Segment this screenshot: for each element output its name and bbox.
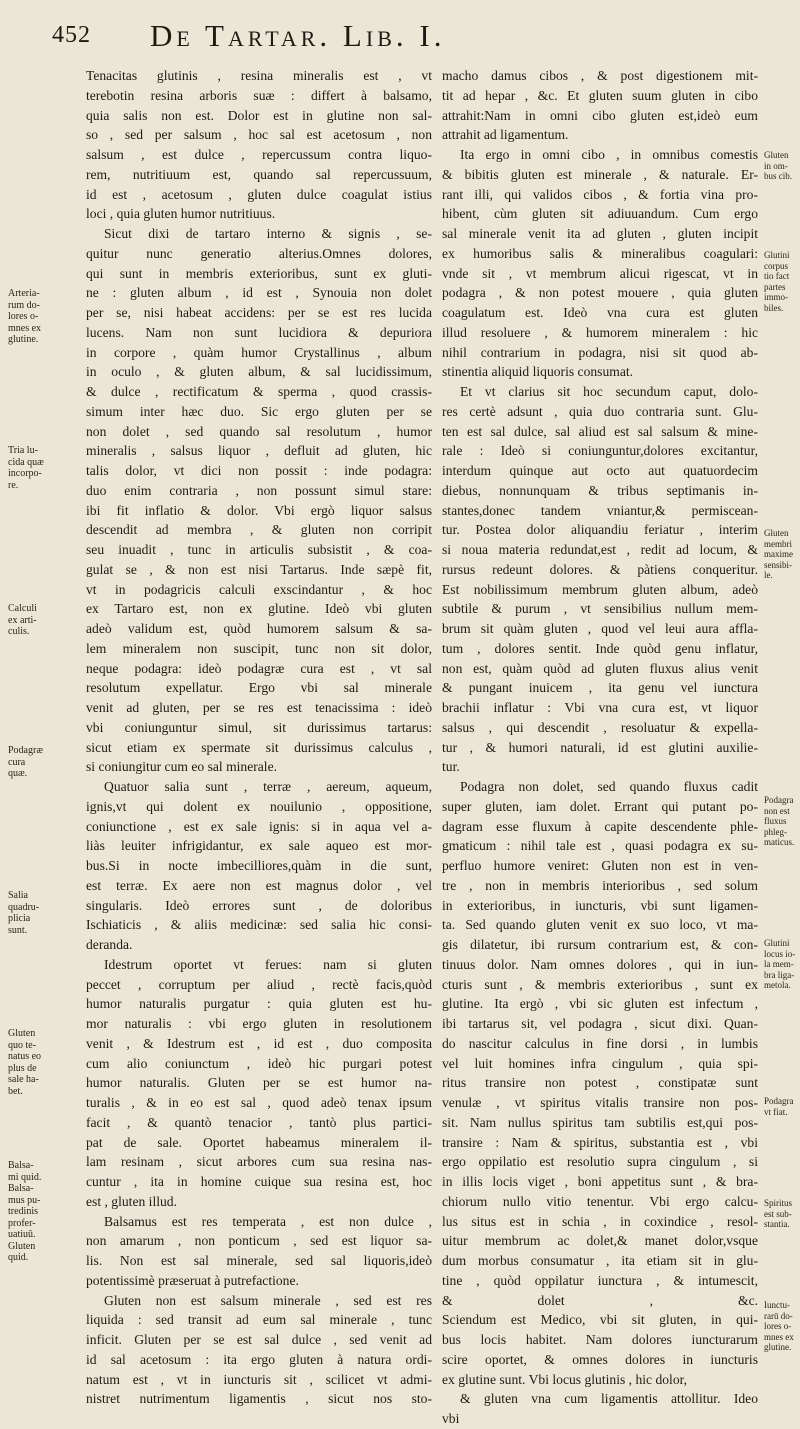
text-line: Ischiaticis , & aliis medicinæ: sed salia hic consi- — [86, 917, 432, 933]
text-line: diebus, nonnunquam & tribus septimanis in- — [442, 482, 758, 498]
margin-note: Glutini locus io- la mem- bra liga- metola. — [764, 938, 796, 990]
text-line: res certè adsunt , quia duo contraria sunt. Glu- — [442, 403, 758, 419]
text-line: so , sed per salsum , hoc sal est acetosum , non — [86, 127, 432, 143]
text-line: & pungant inuicem , ita genu vel iunctura — [442, 680, 758, 696]
text-line: quia salis non est. Dolor est in glutine non sal- — [86, 107, 432, 123]
margin-note: Calculi ex arti- culis. — [8, 603, 37, 637]
margin-note: Arteria- rum do- lores o- mnes ex glutine. — [8, 288, 42, 345]
text-line: scire oportet, & omnes dolores in iuncturis — [442, 1351, 758, 1367]
text-line: simum inter hæc duo. Sic ergo gluten per se — [86, 403, 432, 419]
text-line: bus locis habitet. Nam dolores iuncturarum — [442, 1332, 758, 1347]
text-line: & dulce , rectificatum & sperma , quod crassis- — [86, 384, 432, 399]
text-line: descendit ad membra , & gluten non corripit — [86, 522, 432, 538]
text-line: Sciendum est Medico, vbi sit gluten, in qui- — [442, 1312, 758, 1328]
text-line: coniunctione , est ex sale ignis: si in aqua vel a- — [86, 818, 432, 834]
text-line: sicut etiam ex spermate sit durissimus calculus , — [86, 739, 432, 755]
text-line: quitur nunc generatio alterius.Omnes dolores, — [86, 245, 432, 261]
text-line: Podagra non dolet, sed quando fluxus cadit — [460, 779, 758, 794]
text-line: ten est sal dulce, sal aliud est sal salsum & mine- — [442, 423, 758, 439]
text-line: dum morbus consumatur , ita etiam sit in glu- — [442, 1253, 758, 1268]
text-line: talis dolor, vt dici non possit : inde podagra: — [86, 463, 432, 478]
text-line: id est , acetosum , gluten dulce coagulat istius — [86, 186, 432, 202]
text-line: in illis locis viget , boni appetitus sunt , & bra- — [442, 1174, 758, 1189]
text-line: vbi — [442, 1411, 460, 1426]
text-line: lucens. Nam non sunt lucidiora & depuriora — [86, 324, 432, 340]
text-line: lis. Non est sal minerale, sed sal liquoris,ideò — [86, 1253, 432, 1268]
text-line: stinentia aliquid liquoris consumat. — [442, 364, 634, 380]
text-line: qui sunt in membris exterioribus, sunt ex gluti- — [86, 265, 432, 281]
text-line: Gluten non est salsum minerale , sed est res — [104, 1292, 432, 1308]
text-line: super gluten, iam dolet. Errant qui putant po- — [442, 798, 758, 814]
text-line: Et vt clarius sit hoc secundum caput, dolo- — [460, 384, 758, 399]
text-line: stantes,donec tandem vniantur,& permiscean- — [442, 502, 758, 518]
text-line: ignis,vt qui dolent ex nouilunio , oppositione, — [86, 798, 432, 814]
text-line: lus situs est in schia , in coxindice , resol- — [442, 1213, 758, 1229]
text-line: vbi coniunguntur simul, sit durissimus tartarus: — [86, 719, 432, 735]
text-line: glutine. Ita ergò , vbi sic gluten est infectum , — [442, 996, 758, 1012]
text-line: lem mineralem non suscipit, tunc non sit dolor, — [86, 640, 432, 656]
text-line: neque podagra: ideò podagræ cura est , vt sal — [86, 660, 432, 676]
text-line: tur. Postea dolor aliquandiu feriatur , interim — [442, 522, 758, 538]
text-line: chiorum nullo vitio tenentur. Vbi ergo calcu- — [442, 1193, 758, 1209]
text-line: venulæ , vt spiritus vitalis transire non pos- — [442, 1095, 758, 1110]
text-line: terebotin resina arboris suæ : differt à balsamo, — [86, 87, 432, 103]
text-line: ibi fit inflatio & dolor. Vbi ergò liquor salsus — [86, 502, 432, 518]
text-line: seu inuadit , tunc in articulis subsistit , & coa- — [86, 542, 432, 557]
text-line: attrahit:Nam in omni cibo gluten est,ideò eum — [442, 107, 758, 123]
text-line: hibent, cùm gluten sit adiuuandum. Cum ergo — [442, 206, 758, 222]
margin-note: Podagra vt fiat. — [764, 1096, 794, 1117]
text-line: loci , quia gluten humor nutritiuus. — [86, 206, 276, 222]
page-number: 452 — [52, 22, 91, 48]
margin-note: Balsa- mi quid. Balsa- mus pu- tredinis profer- uatiuū. Gluten quid. — [8, 1160, 42, 1263]
text-line: per se, nisi habeat accidens: per se est res lucida — [86, 305, 432, 320]
page-header — [0, 18, 800, 58]
text-line: bus.Si in nocte imbecilliores,quàm in die sunt, — [86, 858, 432, 873]
text-line: ergo oppilatio est resolutio supra cingulum , si — [442, 1154, 758, 1170]
text-line: facit , & quantò tenacior , tantò plus partici- — [86, 1114, 432, 1130]
text-line: in oculo , & gluten album, & sal lucidissimum, — [86, 364, 432, 380]
text-line: resolutum expellatur. Ergo vbi sal minerale — [86, 680, 432, 696]
margin-note: Salia quadru- plicia sunt. — [8, 890, 40, 936]
text-line: inficit. Gluten per se est sal dulce , sed venit ad — [86, 1332, 432, 1347]
text-line: potentissimè præseruat à putrefactione. — [86, 1272, 299, 1288]
text-line: venit ad gluten, per se res est tenacissima : ideò — [86, 700, 432, 715]
text-line: in corpore , quàm humor Crystallinus , album — [86, 344, 432, 360]
right-text-column — [442, 66, 758, 1429]
text-line: Est nobilissimum membrum gluten album, adeò — [442, 581, 758, 597]
text-line: transire : Nam & spiritus, substantia est , vbi — [442, 1134, 758, 1150]
text-line: illud resoluere , & humorem mineralem : hic — [442, 324, 758, 340]
text-line: cturis sunt , & membris exterioribus , sunt ex — [442, 976, 758, 992]
text-line: singularis. Ideò errores sunt , de doloribus — [86, 897, 432, 913]
text-line: do nascitur calculus in fine dorsi , in lumbis — [442, 1035, 758, 1051]
text-line: ne : gluten album , id est , Synouia non dolet — [86, 285, 432, 301]
text-line: duo enim contraria , non possunt simul stare: — [86, 482, 432, 498]
text-line: subtile & purum , vt sensibilius nullum mem- — [442, 601, 758, 617]
text-line: gmaticum : nihil tale est , quasi podagra ex su- — [442, 838, 758, 854]
text-line: brachii inflatur : Vbi vna cura est, vt liquor — [442, 700, 758, 715]
text-line: id sal acetosum : ita ergo gluten à natura ordi- — [86, 1351, 432, 1367]
text-line: est , gluten illud. — [86, 1193, 177, 1209]
text-line: tinuus dolor. Nam omnes dolores , qui in iun- — [442, 956, 758, 972]
text-line: ta. Sed quando gluten venit ex suo loco, vt ma- — [442, 917, 758, 933]
text-line: cum alio coniunctum , ideò hic purgari potest — [86, 1055, 432, 1071]
text-line: liquida : sed transit ad eum sal minerale , tunc — [86, 1312, 432, 1328]
text-line: brum sit quàm gluten , quod vel leui aura affla- — [442, 621, 758, 636]
text-line: rant illi, qui validos cibos , & fortia vina pro- — [442, 186, 758, 202]
text-line: Sicut dixi de tartaro interno & signis , se- — [104, 226, 432, 241]
text-line: non amarum , non ponticum , sed est liquor sa- — [86, 1233, 432, 1249]
text-line: salsum , est dulce , repercussum contra liquo- — [86, 147, 432, 162]
text-line: cuntur , ita in homine cuique sua resina est, hoc — [86, 1174, 432, 1189]
text-line: gulat se , & non est nisi Tartarus. Inde sæpè fit, — [86, 561, 432, 577]
text-line: peccet , corruptum per aliud , rectè facis,quòd — [86, 976, 432, 992]
text-line: dagram esse fluxum à capite descendente phle- — [442, 818, 758, 834]
text-line: interdum quinque aut octo aut quatuordecim — [442, 463, 758, 478]
text-line: Idestrum oportet vt ferues: nam si gluten — [104, 956, 432, 972]
text-line: & bibitis gluten est minerale , & naturale. Er- — [442, 166, 758, 182]
margin-note: Tria lu- cida quæ incorpo- re. — [8, 445, 44, 491]
text-line: est terræ. Ex aere non est magnus dolor , vel — [86, 877, 432, 893]
margin-note: Gluten membri maxime sensibi- le. — [764, 528, 793, 580]
text-line: tur , & humori naturali, id est glutini auxilie- — [442, 739, 758, 755]
margin-note: Podagræ cura quæ. — [8, 745, 43, 779]
margin-note: Gluten in om- bus cib. — [764, 150, 792, 181]
text-line: liàs leuiter infrigidantur, ex sale aqueo est mor- — [86, 838, 432, 854]
text-line: ritus transire non potest , constipatæ sunt — [442, 1075, 758, 1091]
text-line: nistret nutrimentum ligamentis , sicut nos sto- — [86, 1391, 432, 1407]
text-line: nihil contrarium in podagra, nisi sit quod ab- — [442, 344, 758, 360]
text-line: humor naturalis purgatur : quia gluten est hu- — [86, 996, 432, 1012]
text-line: salsus , qui descendit , resoluatur & expella- — [442, 719, 758, 735]
text-line: tum , dolores sentit. Inde quòd genu inflatur, — [442, 640, 758, 656]
margin-note: Spiritus est sub- stantia. — [764, 1198, 793, 1229]
text-line: Balsamus est res temperata , est non dulce , — [104, 1213, 432, 1229]
text-line: sit. Nam nullus spiritus tam subtilis est,qui pos- — [442, 1114, 758, 1130]
text-line: & dolet , &c. — [442, 1292, 758, 1308]
text-line: Quatuor salia sunt , terræ , aereum, aqueum, — [104, 779, 432, 794]
margin-note: Glutini corpus tio fact partes immo- biles. — [764, 250, 790, 313]
text-line: ex humoribus salis & mineralibus coagulari: — [442, 245, 758, 261]
margin-note: Podagra non est fluxus phleg- maticus. — [764, 795, 795, 847]
text-line: adeò validum est, quòd humorem salsum & sa- — [86, 621, 432, 636]
text-line: tine , quòd oppilatur iunctura , & intumescit, — [442, 1272, 758, 1288]
text-line: pat de sale. Oportet habeamus mineralem il- — [86, 1134, 432, 1150]
text-line: uitur membrum ac dolet,& manet dolor,vsque — [442, 1233, 758, 1249]
text-line: mor naturalis : vbi ergo gluten in resolutionem — [86, 1016, 432, 1031]
text-line: rale : Ideò si coniunguntur,dolores excitantur, — [442, 443, 758, 459]
text-line: ibi tartarus sit, vel podagra , sicut dixi. Quan- — [442, 1016, 758, 1031]
text-line: sal minerale venit ita ad gluten , gluten incipit — [442, 226, 758, 241]
text-line: rem, nutritiuum est, quando sal repercussuum, — [86, 166, 432, 182]
text-line: attrahit ad ligamentum. — [442, 127, 569, 143]
text-line: si noua materia redundat,est , redit ad locum, & — [442, 542, 758, 557]
text-line: rursus redeunt dolores. & pàtiens conqueritur. — [442, 561, 758, 577]
text-line: podagra , & non potest mouere , quia gluten — [442, 285, 758, 301]
text-line: mineralis , salsus liquor , defluit ad gluten, hic — [86, 443, 432, 459]
text-line: tre , non in membris interioribus , sed solum — [442, 877, 758, 893]
text-line: si coniungitur cum eo sal minerale. — [86, 759, 278, 775]
margin-note: Gluten quo te- natus eo plus de sale ha- bet. — [8, 1028, 42, 1097]
text-line: tur. — [442, 759, 460, 775]
text-line: non est, quàm quòd ad gluten fluxus alius venit — [442, 660, 758, 676]
text-line: Ita ergo in omni cibo , in omnibus comestis — [460, 147, 758, 162]
text-line: gis dilatetur, ibi rursum contrarium est, & con- — [442, 937, 758, 952]
text-line: tit ad hepar , &c. Et gluten suum gluten in cibo — [442, 87, 758, 103]
text-line: perfluo humore veniret: Gluten non est in ven- — [442, 858, 758, 873]
text-line: turalis , & in eo est sal , quod adeò tenax ipsum — [86, 1095, 432, 1110]
text-line: humor naturalis. Gluten per se est humor na- — [86, 1075, 432, 1091]
text-line: ex glutine sunt. Vbi locus glutinis , hic dolor, — [442, 1371, 688, 1387]
text-line: non dolet , sed quando sal resolutum , humor — [86, 423, 432, 439]
text-line: vt in podagricis calculi exscindantur , & hoc — [86, 581, 432, 597]
text-line: Tenacitas glutinis , resina mineralis est , vt — [86, 68, 432, 83]
text-line: vel luit homines infra cingulum , quia spi- — [442, 1055, 758, 1071]
text-line: & gluten vna cum ligamentis attollitur. Ideo — [460, 1391, 758, 1407]
text-line: venit , & Idestrum est , id est , duo composita — [86, 1035, 432, 1051]
text-line: macho damus cibos , & post digestionem mit- — [442, 68, 758, 83]
text-line: natum est , vt in iuncturis sit , scilicet vt admi- — [86, 1371, 432, 1387]
running-title: De Tartar. Lib. I. — [150, 18, 446, 53]
text-line: deranda. — [86, 937, 133, 952]
text-line: ex Tartaro est, non ex glutine. Ideò vbi gluten — [86, 601, 432, 617]
left-text-column — [86, 66, 432, 1409]
text-line: vnde sit , vt membrum alicui rigescat, vt in — [442, 265, 758, 281]
text-line: lam resinam , sicut arbores cum sua resina nas- — [86, 1154, 432, 1170]
text-line: coagulatum est. Ideò vna cura est gluten — [442, 305, 758, 320]
text-line: in exterioribus, in iuncturis, vbi sunt ligamen- — [442, 897, 758, 913]
margin-note: Iunctu- rarū do- lores o- mnes ex glutine. — [764, 1300, 794, 1352]
